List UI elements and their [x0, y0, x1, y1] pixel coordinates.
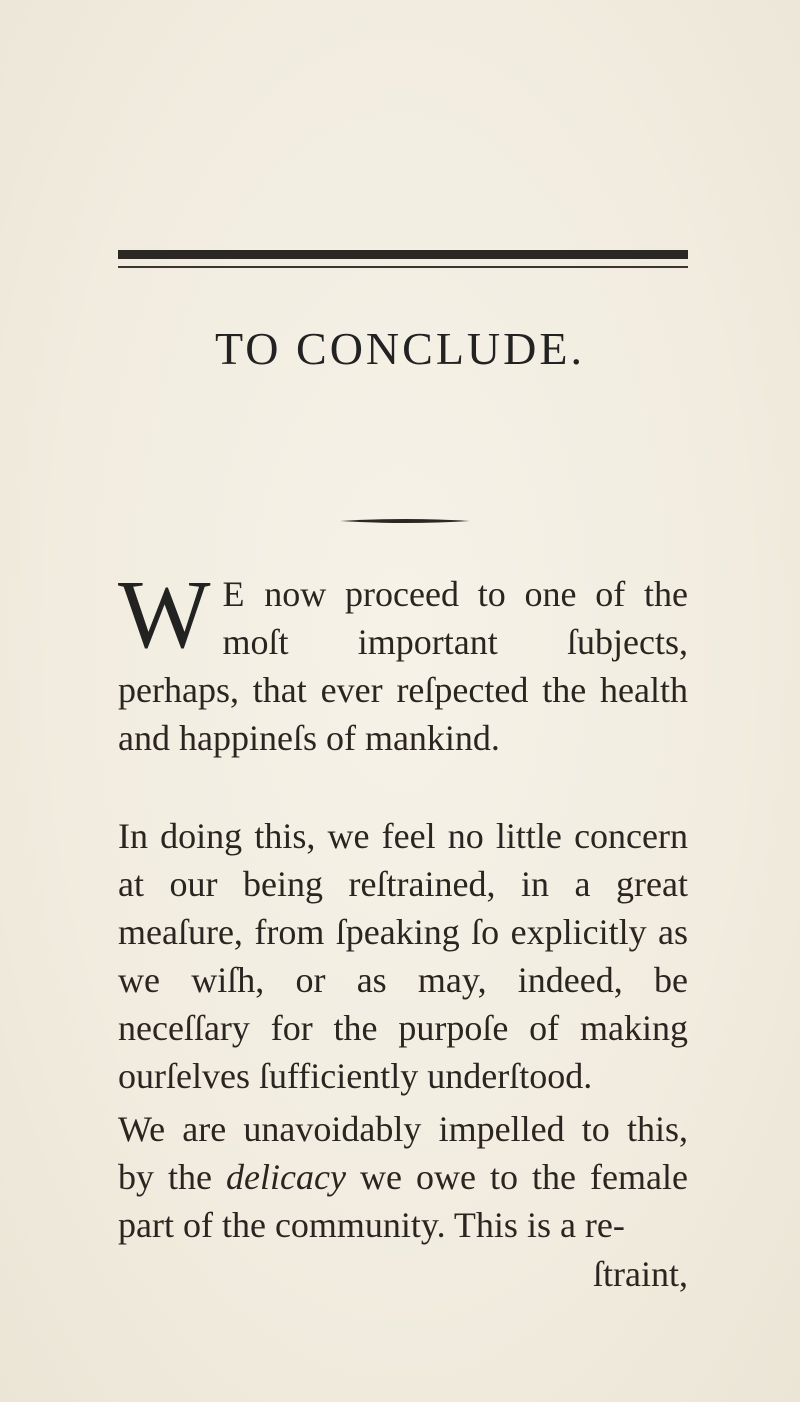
paragraph-3-text-end: we owe to the female part of the community. This is a re-	[118, 1157, 688, 1245]
paragraph-3	[118, 1105, 688, 1249]
catchword: ſtraint,	[593, 1254, 688, 1294]
drop-cap: W	[118, 561, 211, 669]
header-rule-thin	[118, 266, 688, 268]
paragraph-3-text-start: We are unavoidably impelled to this, by the	[118, 1109, 688, 1197]
ornament-rule	[340, 518, 470, 524]
paragraph-2: In doing this, we feel no little concern at our being reſtrained, in a great meaſure, from ſpeaking ſo explicitly as we wiſh, or as may, indeed, be neceſſary for the purpoſe of making ourſelves ſufficiently underſtood.	[118, 816, 688, 1096]
paragraph-1	[118, 561, 688, 762]
paragraph-1-text: now proceed to one of the moſt important ſubjects, perhaps, that ever reſpected the health and happineſs of mankind.	[118, 574, 688, 758]
header-rule-thick	[118, 250, 688, 259]
paragraph-1-lead: E	[222, 574, 246, 614]
section-heading: TO CONCLUDE.	[215, 323, 585, 374]
paragraph-3-italic: delicacy	[226, 1157, 346, 1197]
